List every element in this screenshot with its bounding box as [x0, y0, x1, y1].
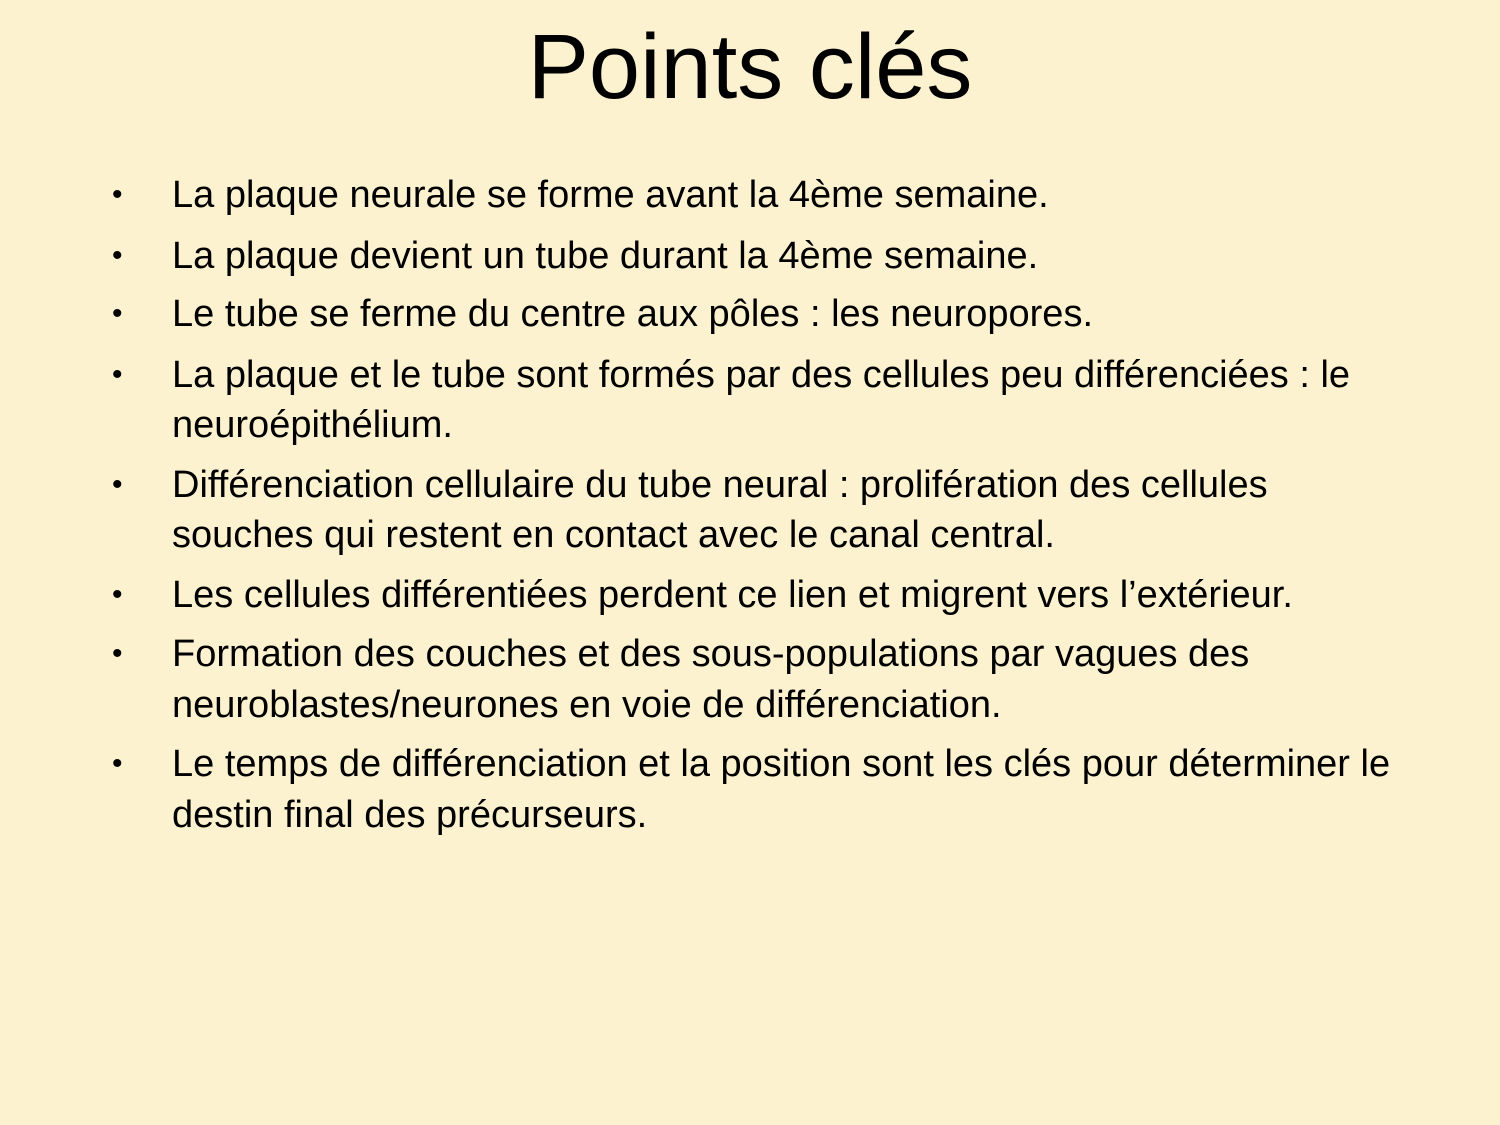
bullet-text: La plaque devient un tube durant la 4ème semaine.: [172, 234, 1039, 277]
bullet-item: [110, 629, 1400, 730]
bullet-text: Formation des couches et des sous-populations par vagues des neuroblastes/neurones en voie de différenciation.: [172, 633, 1250, 726]
slide-title: Points clés: [527, 16, 973, 118]
bullet-item: [110, 570, 1400, 621]
bullet-text: Le temps de différenciation et la position sont les clés pour déterminer le destin final des précurseurs.: [172, 743, 1391, 836]
bullet-item: [110, 170, 1400, 221]
bullet-item: [110, 231, 1400, 282]
bullet-item: [110, 460, 1400, 561]
bullet-icon: •: [112, 357, 123, 391]
bullet-icon: •: [112, 178, 123, 211]
bullet-icon: •: [112, 297, 123, 330]
bullet-item: [110, 289, 1400, 340]
bullet-text: La plaque et le tube sont formés par des cellules peu différenciées : le neuroépithélium.: [172, 353, 1351, 446]
bullet-item: [110, 739, 1400, 840]
bullet-icon: •: [112, 238, 123, 272]
bullet-item: [110, 350, 1400, 451]
bullet-icon: •: [112, 577, 123, 611]
bullet-text: La plaque neurale se forme avant la 4ème semaine.: [172, 174, 1049, 216]
bullet-icon: •: [112, 637, 123, 670]
bullet-text: Différenciation cellulaire du tube neural : prolifération des cellules souches qui restent en contact avec le canal central.: [172, 463, 1268, 556]
bullet-icon: •: [112, 747, 123, 780]
bullet-list: [110, 170, 1400, 849]
bullet-icon: •: [112, 467, 123, 501]
bullet-text: Le tube se ferme du centre aux pôles : les neuropores.: [172, 293, 1093, 335]
bullet-text: Les cellules différentiées perdent ce lien et migrent vers l’extérieur.: [172, 573, 1293, 616]
